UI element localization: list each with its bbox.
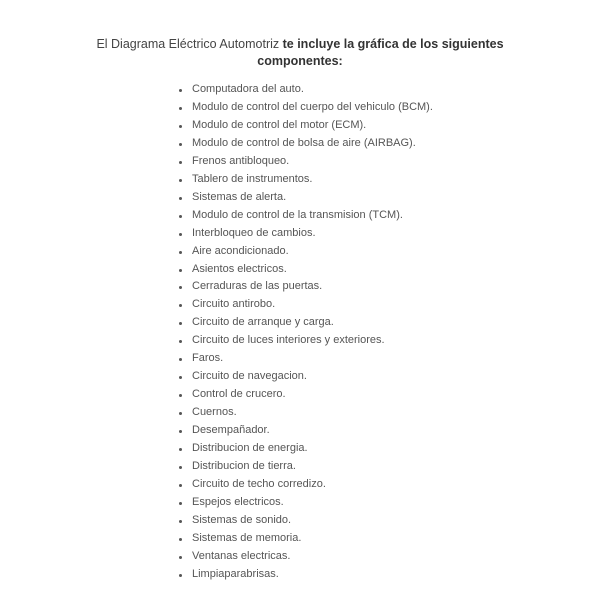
- list-item: [178, 81, 433, 99]
- bullet-icon: [179, 556, 182, 559]
- list-item: [178, 422, 433, 440]
- list-item: [178, 189, 433, 207]
- bullet-icon: [179, 179, 182, 182]
- list-item-text: Circuito de luces interiores y exteriores.: [192, 334, 385, 347]
- list-item: [178, 261, 433, 279]
- list-item: [178, 440, 433, 458]
- list-item: [178, 476, 433, 494]
- list-item-text: Sistemas de sonido.: [192, 513, 292, 526]
- bullet-icon: [179, 161, 182, 164]
- list-item: [178, 494, 433, 512]
- list-item: [178, 207, 433, 225]
- bullet-icon: [179, 286, 182, 289]
- bullet-icon: [179, 143, 182, 146]
- list-item-text: Distribucion de energia.: [192, 442, 308, 455]
- list-item-text: Circuito de navegacion.: [192, 370, 307, 383]
- bullet-icon: [179, 574, 182, 577]
- intro-heading: [0, 36, 600, 70]
- list-item-text: Asientos electricos.: [192, 262, 287, 275]
- bullet-icon: [179, 125, 182, 128]
- list-item-text: Cuernos.: [192, 406, 237, 419]
- bullet-icon: [179, 89, 182, 92]
- list-item-text: Sistemas de alerta.: [192, 190, 287, 203]
- bullet-icon: [179, 448, 182, 451]
- bullet-icon: [179, 466, 182, 469]
- list-item: [178, 171, 433, 189]
- list-item: [178, 314, 433, 332]
- bullet-icon: [179, 233, 182, 236]
- list-item-text: Aire acondicionado.: [192, 244, 289, 257]
- bullet-icon: [179, 197, 182, 200]
- bullet-icon: [179, 394, 182, 397]
- list-item-text: Frenos antibloqueo.: [192, 154, 290, 167]
- bullet-icon: [179, 484, 182, 487]
- list-item-text: Espejos electricos.: [192, 495, 284, 508]
- list-item-text: Ventanas electricas.: [192, 549, 291, 562]
- list-item-text: Modulo de control de bolsa de aire (AIRBAG).: [192, 136, 416, 149]
- list-item: [178, 296, 433, 314]
- list-item-text: Limpiaparabrisas.: [192, 567, 279, 580]
- list-item: [178, 153, 433, 171]
- list-item: [178, 566, 433, 584]
- list-item: [178, 243, 433, 261]
- bullet-icon: [179, 304, 182, 307]
- list-item: [178, 225, 433, 243]
- list-item: [178, 548, 433, 566]
- list-item-text: Sistemas de memoria.: [192, 531, 302, 544]
- bullet-icon: [179, 430, 182, 433]
- list-item-text: Computadora del auto.: [192, 83, 304, 95]
- list-item-text: Circuito de arranque y carga.: [192, 316, 334, 329]
- bullet-icon: [179, 502, 182, 505]
- list-item-text: Tablero de instrumentos.: [192, 172, 313, 185]
- list-item-text: Circuito de techo corredizo.: [192, 477, 326, 490]
- bullet-icon: [179, 358, 182, 361]
- list-item: [178, 404, 433, 422]
- list-item: [178, 135, 433, 153]
- heading-bold-2: componentes:: [257, 54, 343, 68]
- bullet-icon: [179, 251, 182, 254]
- list-item: [178, 350, 433, 368]
- list-item: [178, 368, 433, 386]
- list-item-text: Modulo de control del motor (ECM).: [192, 118, 367, 131]
- list-item-text: Modulo de control de la transmision (TCM).: [192, 208, 403, 221]
- list-item: [178, 99, 433, 117]
- list-item-text: Desempañador.: [192, 424, 270, 437]
- heading-bold-1: te incluye la gráfica de los siguientes: [282, 37, 504, 51]
- list-item: [178, 458, 433, 476]
- heading-normal: El Diagrama Eléctrico Automotriz: [96, 37, 283, 51]
- bullet-icon: [179, 215, 182, 218]
- bullet-icon: [179, 269, 182, 272]
- list-item-text: Control de crucero.: [192, 388, 286, 401]
- bullet-icon: [179, 376, 182, 379]
- list-item-text: Faros.: [192, 352, 224, 365]
- list-item: [178, 117, 433, 135]
- bullet-icon: [179, 340, 182, 343]
- components-list: [178, 81, 433, 584]
- bullet-icon: [179, 107, 182, 110]
- list-item: [178, 386, 433, 404]
- list-item: [178, 278, 433, 296]
- list-item-text: Modulo de control del cuerpo del vehiculo (BCM).: [192, 100, 433, 113]
- bullet-icon: [179, 322, 182, 325]
- list-item: [178, 332, 433, 350]
- list-item-text: Interbloqueo de cambios.: [192, 226, 316, 239]
- bullet-icon: [179, 412, 182, 415]
- list-item-text: Cerraduras de las puertas.: [192, 280, 323, 293]
- list-item: [178, 512, 433, 530]
- list-item-text: Distribucion de tierra.: [192, 460, 296, 473]
- bullet-icon: [179, 520, 182, 523]
- bullet-icon: [179, 538, 182, 541]
- list-item-text: Circuito antirobo.: [192, 298, 276, 311]
- list-item: [178, 530, 433, 548]
